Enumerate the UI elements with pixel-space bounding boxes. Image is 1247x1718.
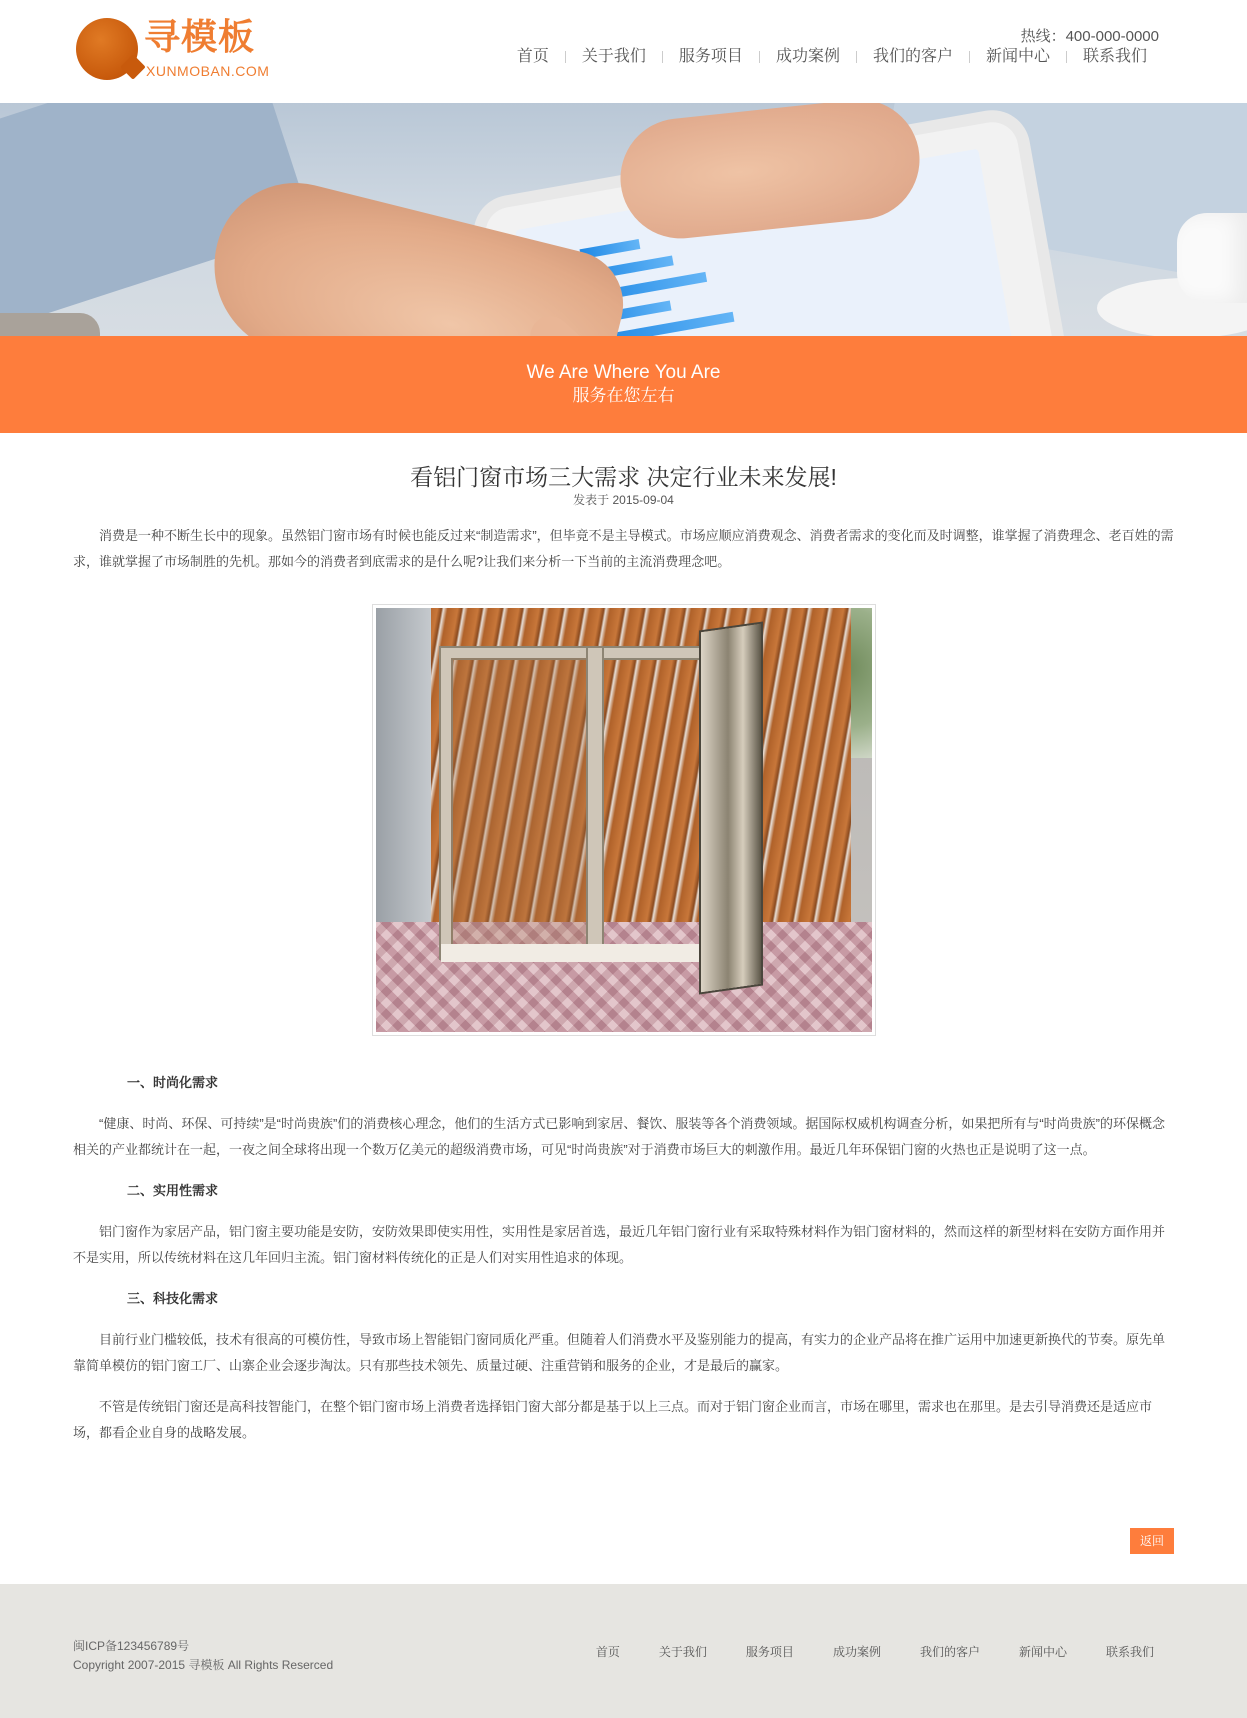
copyright: Copyright 2007-2015 寻模板 All Rights Reserced bbox=[73, 1658, 334, 1672]
tagline-strip bbox=[0, 336, 1247, 433]
footer-nav-contact[interactable]: 联系我们 bbox=[1105, 1645, 1154, 1659]
aluminum-window-photo bbox=[376, 608, 872, 1032]
section-body: “健康、时尚、环保、可持续”是“时尚贵族”们的消费核心理念，他们的生活方式已影响到家居、餐饮、服装等各个消费领域。据国际权威机构调查分析，如果把所有与“时尚贵族”的环保概念相关的产业都统计在一起，一夜之间全球将出现一个数万亿美元的超级消费市场，可见“时尚贵族”对于消费市场巨大的刺激作用。最近几年环保铝门窗的火热也正是说明了这一点。 bbox=[73, 1116, 1165, 1157]
footer-nav-cases[interactable]: 成功案例 bbox=[832, 1645, 881, 1659]
footer-nav-services[interactable]: 服务项目 bbox=[745, 1645, 794, 1659]
footer-nav-clients[interactable]: 我们的客户 bbox=[919, 1645, 980, 1659]
nav-item-news[interactable]: 新闻中心 bbox=[985, 48, 1050, 65]
tagline-en: We Are Where You Are bbox=[526, 362, 721, 383]
hotline: 热线：400-000-0000 bbox=[1020, 28, 1159, 45]
site-header bbox=[0, 0, 1247, 103]
site-logo[interactable] bbox=[76, 16, 286, 82]
tagline-cn: 服务在您左右 bbox=[572, 386, 675, 405]
section-body: 目前行业门槛较低，技术有很高的可模仿性，导致市场上智能铝门窗同质化严重。但随着人们消费水平及鉴别能力的提高，有实力的企业产品将在推广运用中加速更新换代的节奏。原先单靠简单模仿的铝门窗工厂、山寨企业会逐步淘汰。只有那些技术领先、质量过硬、注重营销和服务的企业，才是最后的赢家。 bbox=[73, 1332, 1166, 1373]
footer-nav-about[interactable]: 关于我们 bbox=[658, 1645, 707, 1659]
logo-mark-icon bbox=[76, 18, 138, 80]
logo-text-en: XUNMOBAN.COM bbox=[146, 63, 270, 79]
section-body: 铝门窗作为家居产品，铝门窗主要功能是安防，安防效果即使实用性，实用性是家居首选，最近几年铝门窗行业有采取特殊材料作为铝门窗材料的，然而这样的新型材料在安防方面作用并不是实用，所以传统材料在这几年回归主流。铝门窗材料传统化的正是人们对实用性追求的体现。 bbox=[73, 1224, 1166, 1265]
hero-banner-image bbox=[0, 103, 1247, 336]
site-footer bbox=[0, 1584, 1247, 1718]
nav-item-contact[interactable]: 联系我们 bbox=[1082, 48, 1147, 65]
nav-item-services[interactable]: 服务项目 bbox=[678, 48, 743, 65]
article-date: 发表于 2015-09-04 bbox=[573, 493, 674, 507]
section-heading: 一、时尚化需求 bbox=[127, 1075, 219, 1090]
footer-nav bbox=[557, 1643, 1154, 1660]
nav-item-cases[interactable]: 成功案例 bbox=[775, 48, 840, 65]
article-image bbox=[372, 604, 876, 1036]
article-intro: 消费是一种不断生长中的现象。虽然铝门窗市场有时候也能反过来“制造需求”，但毕竟不是主导模式。市场应顺应消费观念、消费者需求的变化而及时调整，谁掌握了消费理念、老百姓的需求，谁就掌握了市场制胜的先机。那如今的消费者到底需求的是什么呢?让我们来分析一下当前的主流消费理念吧。 bbox=[73, 528, 1174, 569]
nav-item-home[interactable]: 首页 bbox=[516, 48, 549, 65]
section-heading: 二、实用性需求 bbox=[127, 1183, 219, 1198]
nav-item-clients[interactable]: 我们的客户 bbox=[872, 48, 953, 65]
icp-number: 闽ICP备123456789号 bbox=[73, 1639, 190, 1653]
footer-nav-news[interactable]: 新闻中心 bbox=[1018, 1645, 1067, 1659]
logo-text-cn: 寻模板 bbox=[144, 17, 256, 58]
main-nav bbox=[501, 46, 1163, 68]
article bbox=[0, 433, 1247, 1446]
article-title: 看铝门窗市场三大需求 决定行业未来发展! bbox=[410, 464, 837, 490]
section-heading: 三、科技化需求 bbox=[127, 1291, 219, 1306]
footer-info bbox=[73, 1637, 333, 1675]
footer-nav-home[interactable]: 首页 bbox=[595, 1645, 620, 1659]
nav-item-about[interactable]: 关于我们 bbox=[581, 48, 646, 65]
back-button[interactable]: 返回 bbox=[1130, 1528, 1174, 1554]
article-conclusion: 不管是传统铝门窗还是高科技智能门，在整个铝门窗市场上消费者选择铝门窗大部分都是基于以上三点。而对于铝门窗企业而言，市场在哪里，需求也在那里。是去引导消费还是适应市场，都看企业自身的战略发展。 bbox=[73, 1399, 1153, 1440]
